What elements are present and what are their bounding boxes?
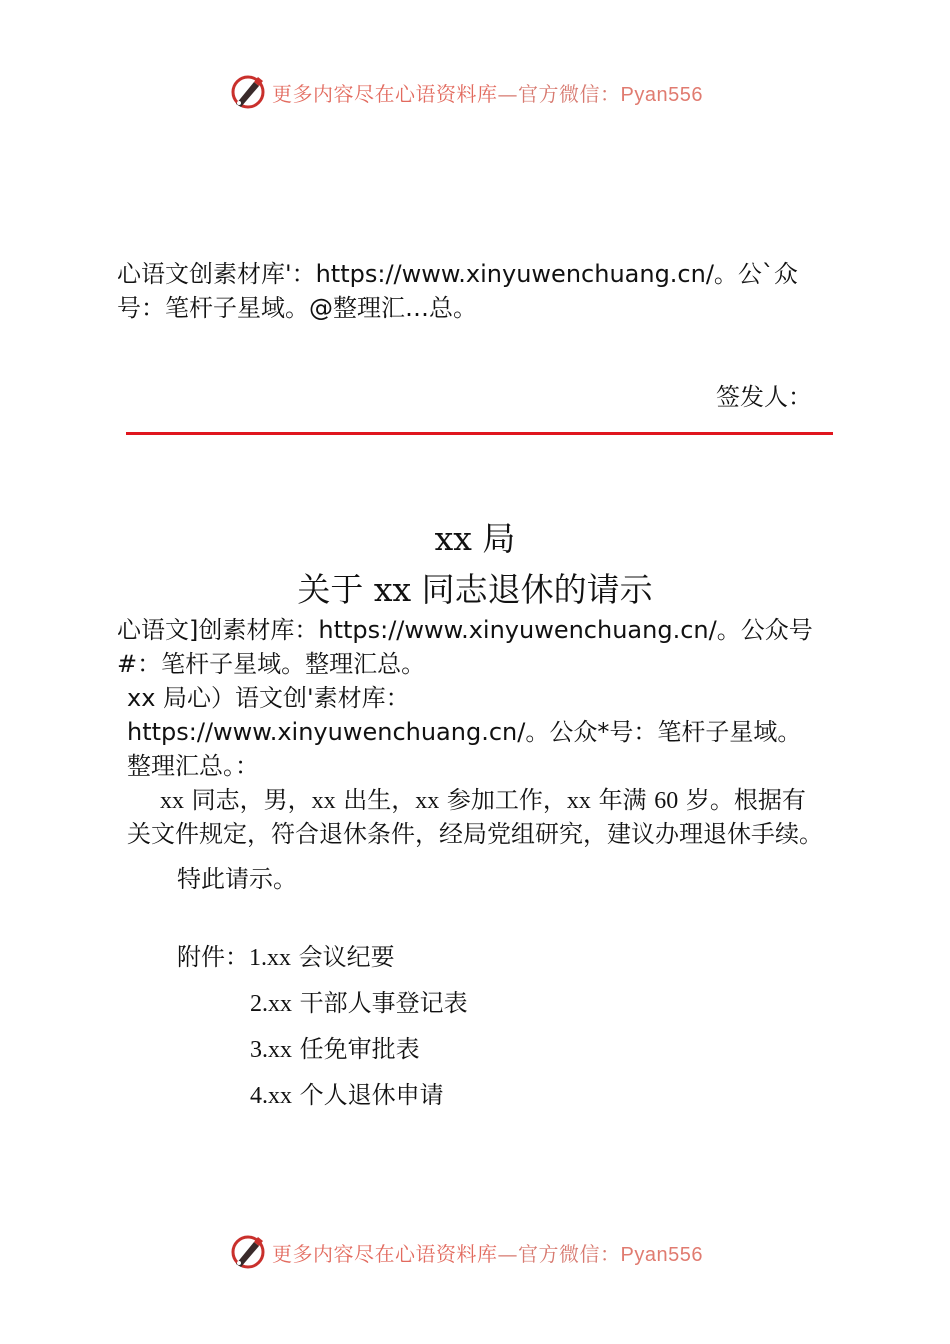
p3-text-2: 出生， [343,786,416,814]
attachment-item-4 [250,1078,444,1113]
watermark-text [272,78,703,107]
p3-age: 60 [654,788,679,814]
body-p2-line-2: https://www.xinyuwenchuang.cn/。公众*号：笔杆子星域。 [127,718,802,746]
watermark-main: 更多内容尽在心语资料库 [272,81,498,106]
closing-line: 特此请示。 [177,865,297,893]
watermark-suffix: 官方微信： [518,1241,621,1266]
body-p3-line-2: 关文件规定，符合退休条件，经局党组研究，建议办理退休手续。 [127,820,823,848]
watermark-dash: — [497,1241,518,1266]
body-p1-line-2: #：笔杆子星域。整理汇总。 [117,650,426,678]
title-org: xx 局 [434,519,516,558]
p3-text-1: 同志，男， [191,786,312,814]
title-subject: 关于 xx 同志退休的请示 [297,570,653,609]
p3-text-3: 参加工作， [446,786,567,814]
p3-text-4: 年满 [598,786,647,814]
watermark-wechat-id: Pyan556 [620,83,703,106]
watermark-wechat-id: Pyan556 [620,1243,703,1266]
watermark-dash: — [497,81,518,106]
p3-xx-1: xx [160,788,184,814]
attachment-num-1: 1.xx [249,945,291,971]
p3-text-5: 岁。根据有 [685,786,806,814]
attachment-text-2: 干部人事登记表 [299,989,468,1017]
attachment-num-2: 2.xx [250,991,292,1017]
body-p2-line-3: 整理汇总。： [127,752,259,780]
top-watermark [228,72,788,112]
p3-xx-2: xx [311,788,336,814]
pen-logo-icon [228,72,268,112]
attachment-item-2 [250,986,468,1021]
attachment-text-3: 任免审批表 [299,1035,420,1063]
body-p1-line-1: 心语文]创素材库：https://www.xinyuwenchuang.cn/。公众号 [117,616,813,644]
attachments-label: 附件： [177,943,249,971]
attachment-num-4: 4.xx [250,1083,292,1109]
bottom-watermark [228,1232,788,1272]
p3-xx-3: xx [415,788,440,814]
header-line-1: 心语文创素材库'：https://www.xinyuwenchuang.cn/。公`众 [117,260,798,288]
watermark-main: 更多内容尽在心语资料库 [272,1241,498,1266]
watermark-text [272,1238,703,1267]
attachment-item-3 [250,1032,420,1067]
attachment-text-4: 个人退休申请 [299,1081,444,1109]
attachment-item-1 [177,940,395,975]
body-p3-line-1 [160,783,806,818]
red-divider [126,432,833,435]
header-line-2: 号：笔杆子星域。@整理汇…总。 [117,294,477,322]
attachment-num-3: 3.xx [250,1037,292,1063]
p3-xx-4: xx [566,788,591,814]
attachment-text-1: 会议纪要 [298,943,395,971]
watermark-suffix: 官方微信： [518,81,621,106]
body-p2-line-1: xx 局心）语文创'素材库： [127,684,410,712]
signer-label: 签发人： [716,383,812,411]
pen-logo-icon [228,1232,268,1272]
